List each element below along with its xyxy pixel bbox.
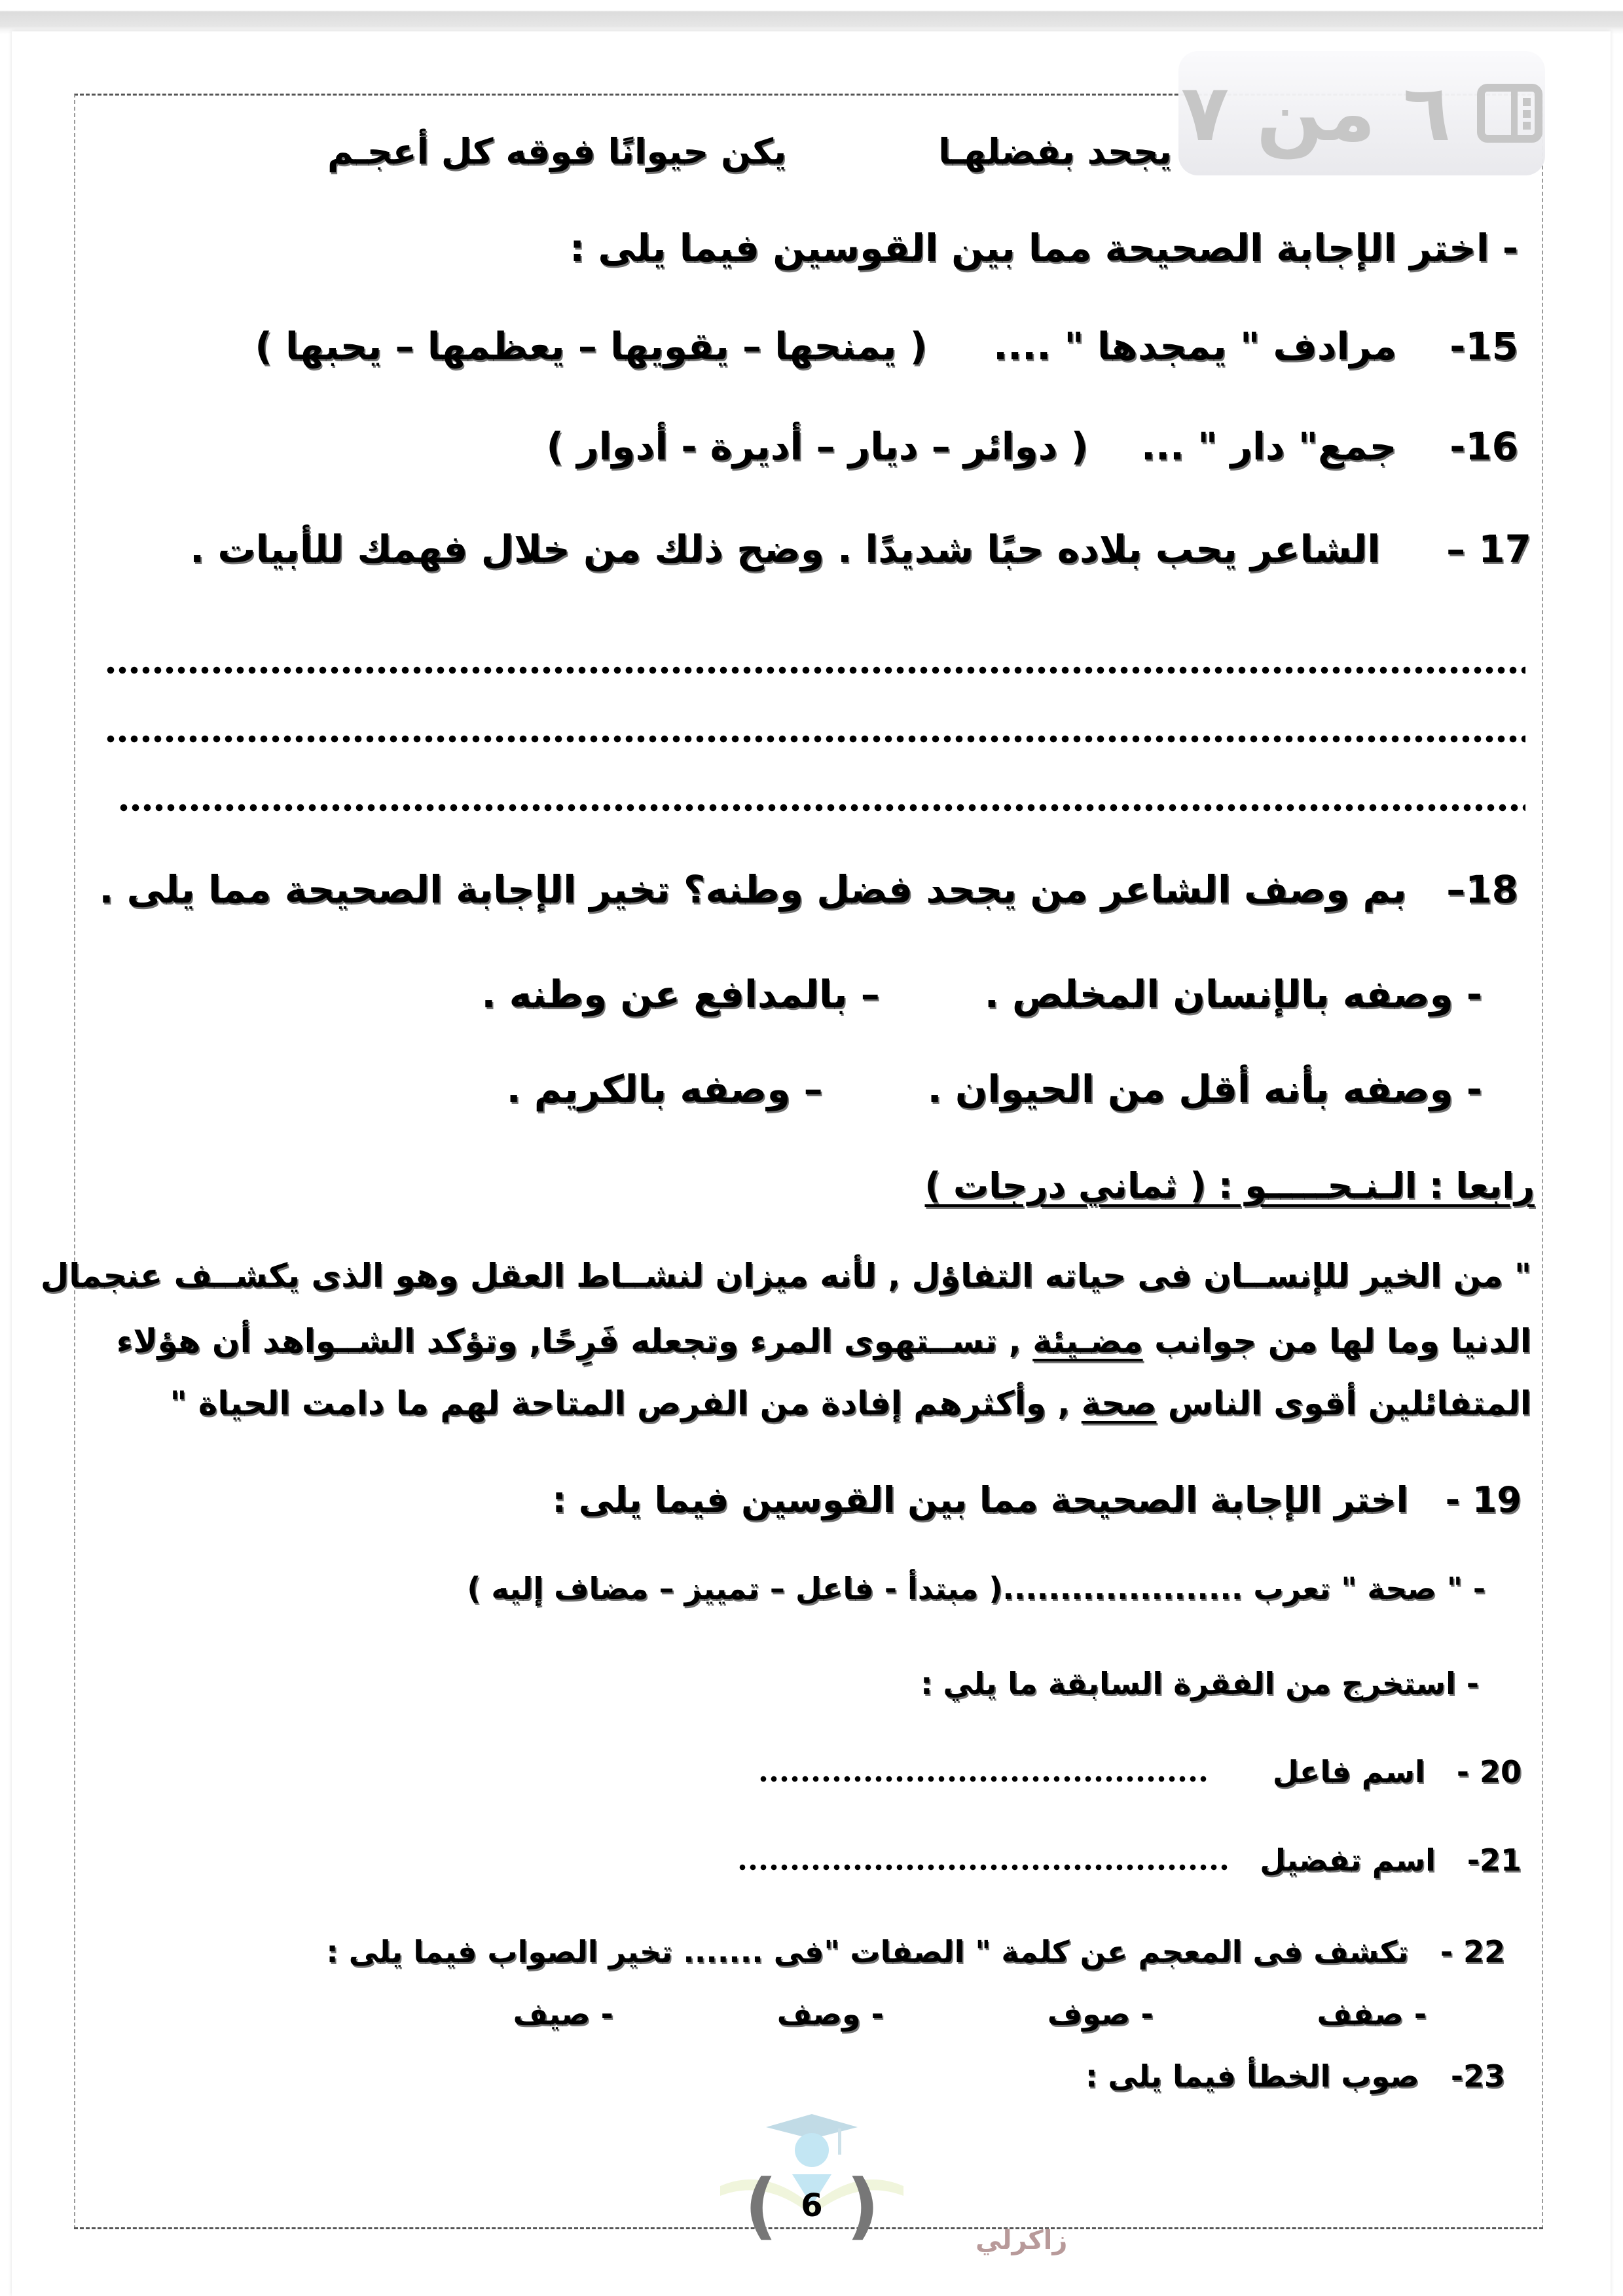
question-19 <box>552 1479 1522 1520</box>
passage-line-2 <box>117 1322 1531 1360</box>
q16-options: ( دوائر – ديار – أديرة - أدوار ) <box>546 424 1089 469</box>
q17-text: الشاعر يحب بلاده حبًا شديدًا . وضح ذلك من خلال فهمك للأبيات . <box>190 527 1381 571</box>
q15-options: ( يمنحها – يقويها – يعظمها – يحبها ) <box>255 324 928 368</box>
question-17 <box>190 527 1531 571</box>
q21-text: اسم تفضيل <box>1260 1842 1436 1878</box>
q18-options-row-2 <box>507 1067 1482 1111</box>
question-16 <box>547 424 1518 469</box>
extract-instruction: - استخرج من الفقرة السابقة ما يلي : <box>921 1666 1479 1701</box>
q19-text: اختر الإجابة الصحيحة مما بين القوسين فيما يلى : <box>552 1479 1409 1520</box>
question-22 <box>326 1934 1505 1969</box>
sidebar-panel-icon[interactable] <box>1477 84 1542 143</box>
q18-option-3[interactable]: - وصفه بأنه أقل من الحيوان . <box>927 1067 1482 1111</box>
passage-line-3 <box>170 1384 1531 1422</box>
passage-line-3-end: , وأكثرهم إفادة من الفرص المتاحة لهم ما دامت الحياة " <box>170 1384 1082 1422</box>
q17-answer-line-1[interactable] <box>105 666 1525 674</box>
page-indicator-text: ٦ من ٧ <box>1180 67 1451 159</box>
q20-answer-line[interactable] <box>758 1776 1210 1782</box>
q22-option-3[interactable]: - وصف <box>776 1996 884 2032</box>
passage-line-1: " من الخير للإنســان فى حياته التفاؤل , لأنه ميزان لنشــاط العقل وهو الذى يكشــف عنجمال <box>40 1257 1531 1295</box>
underlined-word-mudiea: مضـيئة <box>1032 1322 1143 1360</box>
q21-answer-line[interactable] <box>737 1864 1228 1871</box>
passage-line-2-end: , تســتهوى المرء وتجعله فَرِحًا, وتؤكد الشــواهد أن هؤلاء <box>116 1322 1033 1360</box>
q21-label: 21- <box>1467 1842 1522 1878</box>
page-border <box>74 94 1543 2229</box>
question-23 <box>1085 2058 1505 2094</box>
page-number-footer <box>740 2164 884 2248</box>
q18-label: 18– <box>1446 867 1518 912</box>
poem-hemistich-left: يكن حيوانًا فوقه كل أعجـم <box>327 131 787 172</box>
q23-label: 23- <box>1450 2058 1505 2094</box>
question-20 <box>758 1754 1522 1789</box>
q22-option-2[interactable]: - صوف <box>1047 1996 1154 2032</box>
q15-text: مرادف " يمجدها " .... <box>993 324 1397 368</box>
underlined-word-sihha: صحة <box>1081 1384 1157 1422</box>
question-21 <box>737 1842 1522 1878</box>
page-indicator[interactable] <box>1178 51 1545 175</box>
q18-option-4[interactable]: – وصفه بالكريم . <box>506 1067 823 1111</box>
watermark-text: زاكرلي <box>976 2225 1068 2255</box>
question-15 <box>255 324 1518 368</box>
section-four-heading: رابعا : الـنـحـــــو : ( ثماني درجات ) <box>924 1165 1535 1206</box>
passage-line-2-start: الدنيا وما لها من جوانب <box>1142 1322 1531 1360</box>
poem-hemistich-right: يجحد بفضلهـا <box>938 131 1172 172</box>
q17-answer-line-3[interactable] <box>118 804 1525 812</box>
q20-label: 20 - <box>1456 1754 1522 1789</box>
q19-label: 19 - <box>1445 1479 1522 1520</box>
q18-option-2[interactable]: – بالمدافع عن وطنه . <box>481 972 880 1016</box>
q23-text: صوب الخطأ فيما يلى : <box>1085 2058 1419 2094</box>
right-bracket-icon: ) <box>846 2164 879 2248</box>
passage-line-3-start: المتفائلين أقوى الناس <box>1156 1384 1531 1422</box>
left-bracket-icon: ( <box>744 2164 778 2248</box>
q19-item[interactable]: - " صحة " تعرب .....................( مبتدأ - فاعل – تمييز – مضاف إليه ) <box>467 1571 1486 1606</box>
q17-label: 17 – <box>1446 527 1531 571</box>
poem-verse <box>327 131 1172 172</box>
q22-option-1[interactable]: - صفف <box>1317 1996 1427 2032</box>
q16-text: جمع" دار " ... <box>1140 424 1397 469</box>
q16-label: 16- <box>1450 424 1518 469</box>
q22-options-row <box>513 1996 1427 2032</box>
q22-label: 22 - <box>1440 1934 1505 1969</box>
question-18 <box>99 867 1518 912</box>
section-instruction: - اختر الإجابة الصحيحة مما بين القوسين فيما يلى : <box>569 226 1518 270</box>
q18-option-1[interactable]: - وصفه بالإنسان المخلص . <box>984 972 1482 1016</box>
q17-answer-line-2[interactable] <box>105 735 1525 743</box>
q18-text: بم وصف الشاعر من يجحد فضل وطنه؟ تخير الإجابة الصحيحة مما يلى . <box>99 867 1407 912</box>
q18-options-row-1 <box>481 972 1482 1016</box>
q22-option-4[interactable]: - صيف <box>513 1996 613 2032</box>
q15-label: 15- <box>1450 324 1518 368</box>
q20-text: اسم فاعل <box>1272 1754 1425 1789</box>
q22-text: تكشف فى المعجم عن كلمة " الصفات "فى ....... تخير الصواب فيما يلى : <box>326 1934 1409 1969</box>
page-number: 6 <box>801 2187 823 2224</box>
